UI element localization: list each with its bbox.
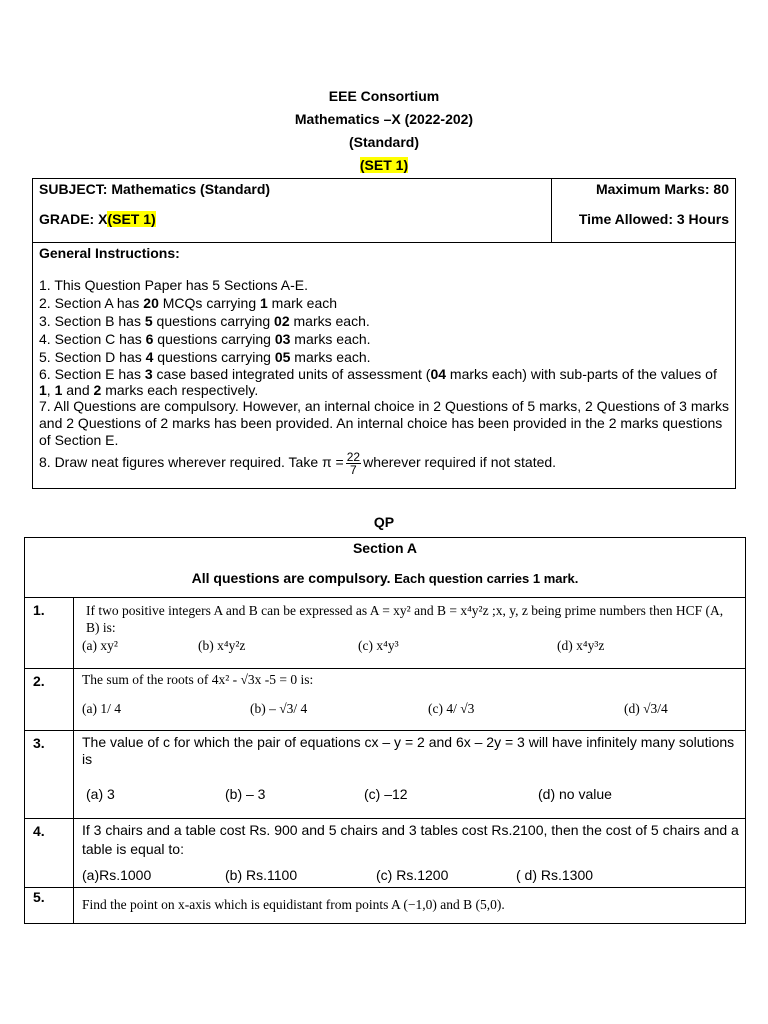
section-title: Section A xyxy=(352,540,418,556)
option-d: (d) x⁴y³z xyxy=(557,638,605,653)
questions-table xyxy=(24,537,746,924)
option-d: (d) no value xyxy=(538,786,612,802)
option-a: (a) 3 xyxy=(86,786,115,802)
marks-time-cell xyxy=(552,179,736,243)
question-text: Find the point on x-axis which is equidistant from points A (−1,0) and B (5,0). xyxy=(82,897,505,912)
option-c: (c) Rs.1200 xyxy=(376,867,449,883)
question-body xyxy=(74,819,746,888)
question-row xyxy=(25,669,746,731)
question-options xyxy=(82,701,739,721)
section-note: All questions are compulsory. Each question carries 1 mark. xyxy=(191,570,579,586)
option-a: (a) 1/ 4 xyxy=(82,701,121,716)
instruction-5: 5. Section D has 4 questions carrying 05 marks each. xyxy=(39,349,371,365)
instruction-1: 1. This Question Paper has 5 Sections A-E. xyxy=(39,277,309,293)
instruction-2: 2. Section A has 20 MCQs carrying 1 mark each xyxy=(39,295,338,311)
option-d: (d) √3/4 xyxy=(624,701,668,716)
instruction-4: 4. Section C has 6 questions carrying 03 marks each. xyxy=(39,331,371,347)
question-row xyxy=(25,819,746,888)
question-options xyxy=(82,867,739,887)
question-number: 4. xyxy=(25,819,74,888)
option-a: (a)Rs.1000 xyxy=(82,867,152,883)
question-number: 2. xyxy=(25,669,74,731)
question-row xyxy=(25,731,746,819)
instruction-7: 7. All Questions are compulsory. However, an internal choice in 2 Questions of 5 marks, 2 Questions of 3 marks and 2 Questions of 2 marks has been provided. An internal choice has been provided in the 2 marks questions of Section E. xyxy=(39,398,729,448)
option-c: (c) –12 xyxy=(364,786,408,802)
option-c: (c) x⁴y³ xyxy=(358,638,399,653)
exam-board-title: EEE Consortium xyxy=(328,88,440,104)
question-text: If two positive integers A and B can be expressed as A = xy² and B = x⁴y²z ;x, y, z being prime numbers then HCF (A, B) is: xyxy=(86,603,724,635)
question-options xyxy=(82,638,739,658)
option-b: (b) x⁴y²z xyxy=(198,638,246,653)
set-highlight: (SET 1) xyxy=(359,157,409,173)
pi-fraction: $\frac{22}{7}$ xyxy=(346,450,361,477)
subject-grade-cell xyxy=(33,179,552,243)
qp-label: QP xyxy=(373,514,395,530)
question-body xyxy=(74,669,746,731)
option-c: (c) 4/ √3 xyxy=(428,701,475,716)
instruction-8: 8. Draw neat figures wherever required. Take π = $\frac{22}{7}$ wherever required if not stated. xyxy=(39,450,557,477)
question-body xyxy=(74,888,746,924)
option-b: (b) Rs.1100 xyxy=(225,867,298,883)
exam-set-label xyxy=(0,157,768,173)
question-text: If 3 chairs and a table cost Rs. 900 and 5 chairs and 3 tables cost Rs.2100, then the cost of 5 chairs and a table is equal to: xyxy=(82,822,739,857)
general-instructions-cell xyxy=(33,243,736,489)
question-number: 3. xyxy=(25,731,74,819)
instruction-6: 6. Section E has 3 case based integrated units of assessment (04 marks each) with sub-parts of the values of 1, 1 and 2 marks each respectively. xyxy=(39,366,717,398)
max-marks-label: Maximum Marks: 80 xyxy=(595,181,729,197)
question-row xyxy=(25,598,746,669)
section-header-cell xyxy=(25,538,746,598)
exam-level-title: (Standard) xyxy=(349,134,419,150)
question-body xyxy=(74,731,746,819)
subject-label: SUBJECT: Mathematics (Standard) xyxy=(39,181,271,197)
question-number: 1. xyxy=(25,598,74,669)
question-text: The value of c for which the pair of equations cx – y = 2 and 6x – 2y = 3 will have infinitely many solutions is xyxy=(82,734,735,767)
option-b: (b) – √3/ 4 xyxy=(250,701,308,716)
exam-subject-title: Mathematics –X (2022-202) xyxy=(294,111,474,127)
question-options xyxy=(82,786,739,806)
option-a: (a) xy² xyxy=(82,638,118,653)
instruction-3: 3. Section B has 5 questions carrying 02 marks each. xyxy=(39,313,370,329)
time-allowed-label: Time Allowed: 3 Hours xyxy=(578,211,729,227)
general-instructions-title: General Instructions: xyxy=(39,245,180,261)
grade-set-highlight: (SET 1) xyxy=(107,211,156,227)
exam-info-table xyxy=(32,178,736,489)
option-b: (b) – 3 xyxy=(225,786,266,802)
question-number: 5. xyxy=(25,888,74,924)
grade-text: GRADE: X xyxy=(39,211,108,227)
question-body xyxy=(74,598,746,669)
option-d: ( d) Rs.1300 xyxy=(516,867,594,883)
question-row xyxy=(25,888,746,924)
question-text: The sum of the roots of 4x² - √3x -5 = 0 is: xyxy=(82,672,314,687)
grade-label xyxy=(39,211,545,227)
